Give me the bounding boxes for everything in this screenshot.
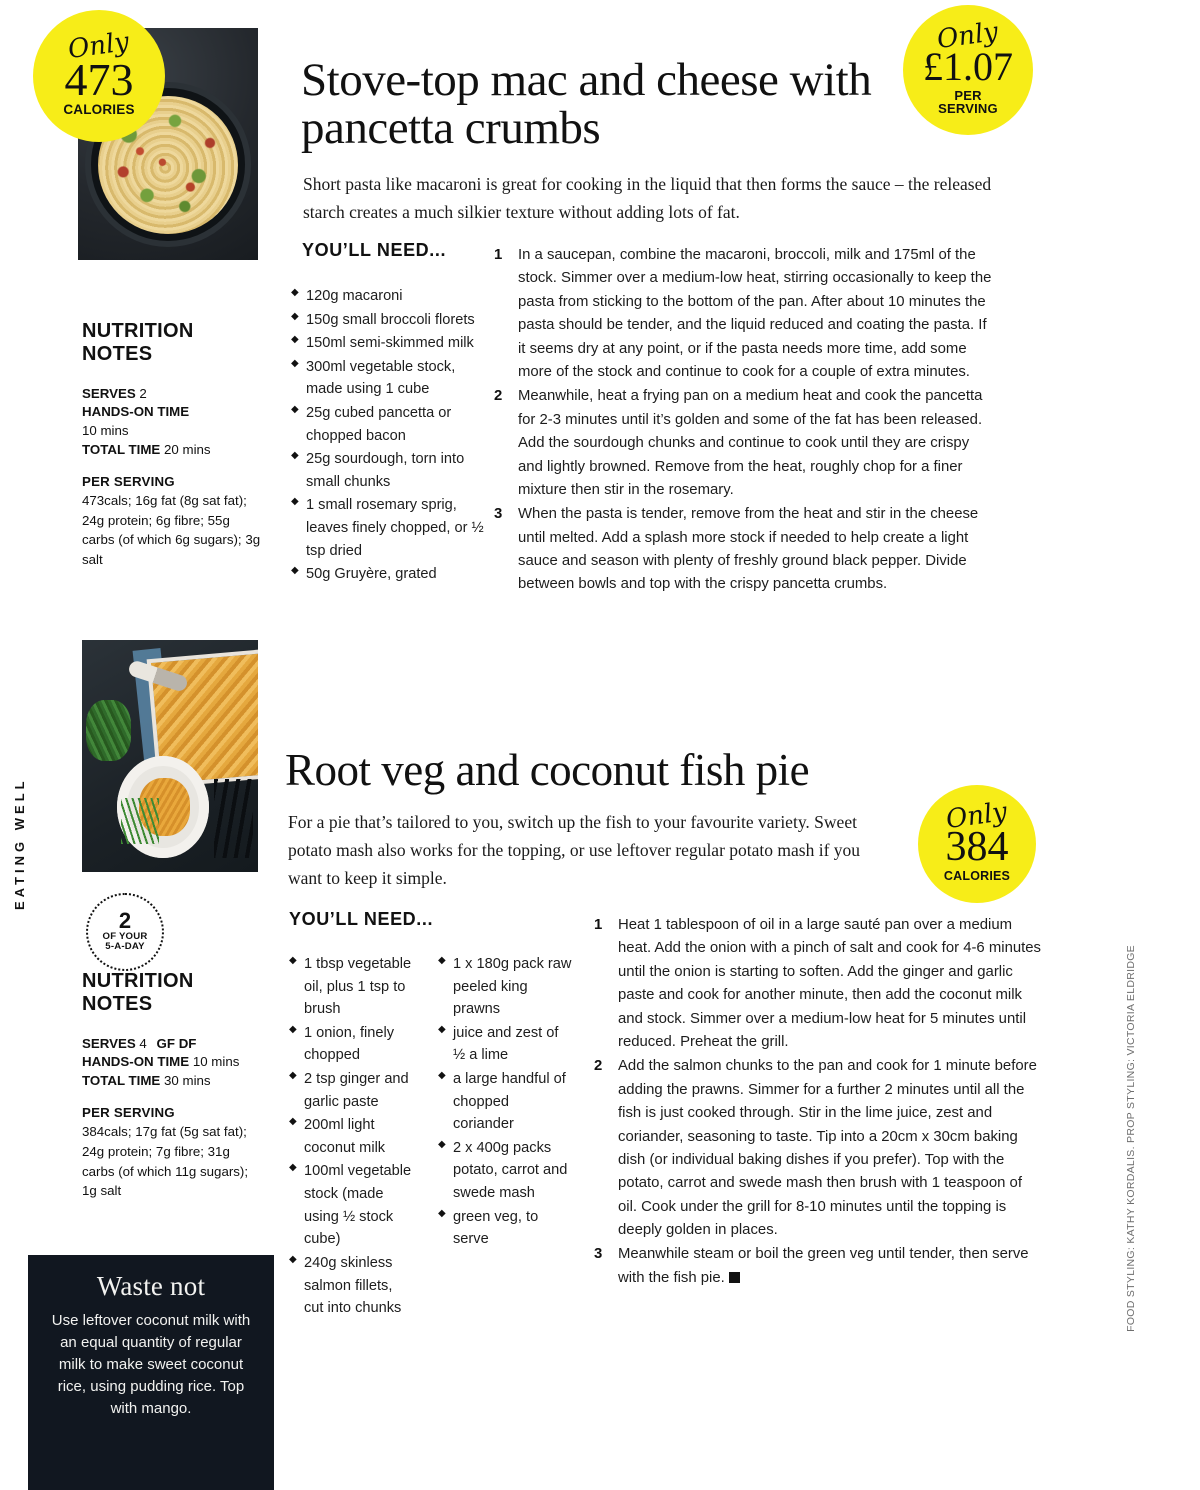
ingredient-text: 300ml vegetable stock, made using 1 cube [306, 358, 456, 398]
step-text: When the pasta is tender, remove from the heat and stir in the cheese until melted. Add a splash more stock if needed to help create a light sauce and season with plenty of freshly ground black pepper. Divide between bowls and top with the crispy pancetta crumbs. [518, 506, 979, 593]
youll-need-heading-1: YOU’LL NEED... [302, 240, 447, 260]
ingredient-text: 200ml light coconut milk [304, 1117, 386, 1156]
step-text: In a saucepan, combine the macaroni, broccoli, milk and 175ml of the stock. Simmer over a medium-low heat, stirring occasionally to keep the pasta from sticking to the bottom of the pan. After about 10 minutes the pasta should be tender, and the liquid reduced and coating the pasta. If it seems dry at any point, or if the pasta needs more time, add some more of the stock and continue to cook for a couple of extra minutes. [518, 247, 992, 380]
waste-not-body: Use leftover coconut milk with an equal quantity of regular milk to make sweet coconut rice, using pudding rice. Top with mango. [51, 1312, 251, 1417]
ingredient-text: green veg, to serve [453, 1208, 539, 1248]
nutrition-heading: NUTRITION NOTES [82, 970, 194, 1015]
method-step [494, 244, 994, 384]
calories-badge-recipe-1 [33, 10, 165, 142]
ingredient-item [289, 1022, 414, 1067]
badge-only-label: Only [66, 26, 132, 65]
ingredient-item [438, 1137, 573, 1205]
step-number: 1 [594, 917, 603, 933]
ingredient-list-2-col1 [289, 953, 414, 1321]
ingredient-item [291, 494, 491, 562]
photo-credit: FOOD STYLING: KATHY KORDALIS. PROP STYLING: VICTORIA ELDRIDGE [1125, 945, 1137, 1332]
step-text: Add the salmon chunks to the pan and cook for 1 minute before adding the prawns. Simmer for a further 2 minutes until all the fish is just cooked through. Stir in the lime juice, zest and coriander, seasoning to taste. Tip into a 20cm x 30cm baking dish (or individual baking dishes if you prefer). Top with the potato, carrot and swede mash then brush with 1 teaspoon of oil. Cook under the grill for 8-10 minutes until the topping is deeply golden in places. [618, 1058, 1037, 1239]
total-time-line: TOTAL TIME 20 mins [82, 442, 211, 458]
total-time-line: TOTAL TIME 30 mins [82, 1073, 211, 1089]
nutrition-notes-2 [82, 970, 262, 1201]
ingredient-item [438, 953, 573, 1021]
per-serving-label: PER SERVING [82, 1105, 175, 1121]
step-number: 3 [494, 506, 503, 523]
method-step [494, 385, 994, 502]
ingredient-item [289, 1252, 414, 1320]
ingredient-text: 100ml vegetable stock (made using ½ stock cube) [304, 1163, 412, 1248]
per-serving-value: 384cals; 17g fat (5g sat fat); 24g protein; 7g fibre; 31g carbs (of which 11g sugars); 1g salt [82, 1124, 249, 1199]
ingredient-text: 25g cubed pancetta or chopped bacon [306, 405, 452, 444]
hands-on-value: 10 mins [82, 423, 129, 439]
end-of-article-mark [729, 1272, 740, 1283]
hands-on-line: HANDS-ON TIME 10 mins [82, 1054, 240, 1070]
per-serving-label: PER SERVING [82, 474, 175, 490]
ingredient-text: 1 onion, finely chopped [304, 1024, 395, 1064]
ingredient-item [291, 563, 491, 586]
badge-calories-value: 473 [64, 53, 134, 105]
ingredient-item [291, 402, 491, 447]
ingredient-text: 120g macaroni [306, 288, 403, 304]
ingredient-text: 25g sourdough, torn into small chunks [306, 451, 465, 490]
ingredient-list-2-col2 [438, 953, 573, 1252]
step-number: 2 [494, 388, 503, 405]
badge-only-label: Only [935, 16, 1001, 55]
method-step [594, 1055, 1042, 1242]
nutrition-notes-1 [82, 320, 262, 570]
five-a-day-number: 2 [118, 907, 132, 933]
method-step [594, 1243, 1042, 1290]
step-number: 2 [594, 1058, 603, 1075]
ingredient-list-1 [291, 285, 491, 587]
ingredient-text: juice and zest of ½ a lime [453, 1024, 559, 1064]
serves-line: SERVES 4 GF DF [82, 1035, 197, 1051]
ingredient-item [291, 356, 491, 401]
step-text: Heat 1 tablespoon of oil in a large sauté pan over a medium heat. Add the onion with a pinch of salt and cook for 4-6 minutes until the onion is starting to soften. Add the ginger and garlic paste and cook for another minute, then add the coconut milk and stock. Simmer over a medium-low heat for 5 minutes until reduced. Preheat the grill. [618, 917, 1041, 1050]
waste-not-box [28, 1255, 274, 1490]
recipe-photo-fish-pie [82, 640, 258, 872]
diet-tags: GF DF [156, 1035, 197, 1051]
recipe-intro-1: Short pasta like macaroni is great for cooking in the liquid that then forms the sauce – the released starch creates a much silkier texture without adding lots of fat. [303, 173, 992, 222]
ingredient-text: 1 tbsp vegetable oil, plus 1 tsp to brush [304, 956, 412, 1018]
ingredient-text: 150ml semi-skimmed milk [306, 335, 474, 352]
ingredient-item [291, 448, 491, 493]
badge-only-label: Only [944, 797, 1010, 836]
five-a-day-badge [86, 893, 164, 971]
badge-calories-unit: CALORIES [943, 869, 1011, 884]
ingredient-text: 50g Gruyère, grated [306, 566, 437, 583]
five-a-day-line2: 5-A-DAY [105, 941, 145, 953]
ingredient-item [289, 1160, 414, 1250]
hands-on-line: HANDS-ON TIME [82, 404, 190, 420]
ingredient-text: 2 tsp ginger and garlic paste [304, 1071, 409, 1110]
step-number: 3 [594, 1246, 603, 1263]
ingredient-item [289, 953, 414, 1021]
waste-not-heading: Waste not [96, 1271, 206, 1301]
serves-line: SERVES 2 [82, 385, 147, 401]
ingredient-text: 240g skinless salmon fillets, cut into chunks [304, 1254, 402, 1317]
step-number: 1 [494, 247, 503, 263]
calories-badge-recipe-2 [918, 785, 1036, 903]
youll-need-heading-2: YOU’LL NEED... [289, 909, 434, 929]
ingredient-item [438, 1068, 573, 1136]
method-list-1 [494, 244, 994, 598]
ingredient-item [291, 332, 491, 355]
method-step [494, 503, 994, 597]
ingredient-item [438, 1022, 573, 1067]
step-text: Meanwhile steam or boil the green veg until tender, then serve with the fish pie. [618, 1246, 1029, 1286]
ingredient-text: 1 small rosemary sprig, leaves finely chopped, or ½ tsp dried [306, 497, 484, 559]
method-step [594, 914, 1042, 1054]
badge-price-value: £1.07 [923, 43, 1013, 89]
ingredient-item [289, 1114, 414, 1159]
ingredient-item [438, 1206, 573, 1251]
recipe-title-2: Root veg and coconut fish pie [285, 745, 810, 796]
recipe-intro-2: For a pie that’s tailored to you, switch up the fish to your favourite variety. Sweet potato mash also works for the topping, or use leftover regular potato mash if you want to keep it simple. [288, 811, 861, 889]
price-per-serving-badge [903, 5, 1033, 135]
five-a-day-line1: OF YOUR [102, 930, 148, 942]
badge-calories-value: 384 [945, 824, 1009, 871]
ingredient-item [289, 1068, 414, 1113]
nutrition-heading: NUTRITION NOTES [82, 320, 194, 365]
step-text: Meanwhile, heat a frying pan on a medium heat and cook the pancetta for 2-3 minutes until it’s golden and some of the fat has been released. Add the sourdough chunks and continue to cook until they are crispy and lightly browned. Remove from the heat, roughly chop for a finer mixture then stir in the rosemary. [518, 388, 983, 498]
badge-price-unit: PER SERVING [938, 87, 998, 117]
section-label-eating-well: EATING WELL [12, 777, 27, 910]
badge-calories-unit: CALORIES [63, 102, 135, 118]
ingredient-text: 150g small broccoli florets [306, 311, 475, 328]
per-serving-value: 473cals; 16g fat (8g sat fat); 24g protein; 6g fibre; 55g carbs (of which 6g sugars); 3g salt [82, 493, 261, 568]
ingredient-text: 2 x 400g packs potato, carrot and swede mash [453, 1139, 568, 1202]
ingredient-text: a large handful of chopped coriander [453, 1071, 566, 1133]
method-list-2 [594, 914, 1042, 1291]
ingredient-text: 1 x 180g pack raw peeled king prawns [453, 956, 572, 1018]
ingredient-item [291, 309, 491, 332]
recipe-title-1: Stove-top mac and cheese with pancetta crumbs [301, 54, 872, 155]
ingredient-item [291, 285, 491, 308]
